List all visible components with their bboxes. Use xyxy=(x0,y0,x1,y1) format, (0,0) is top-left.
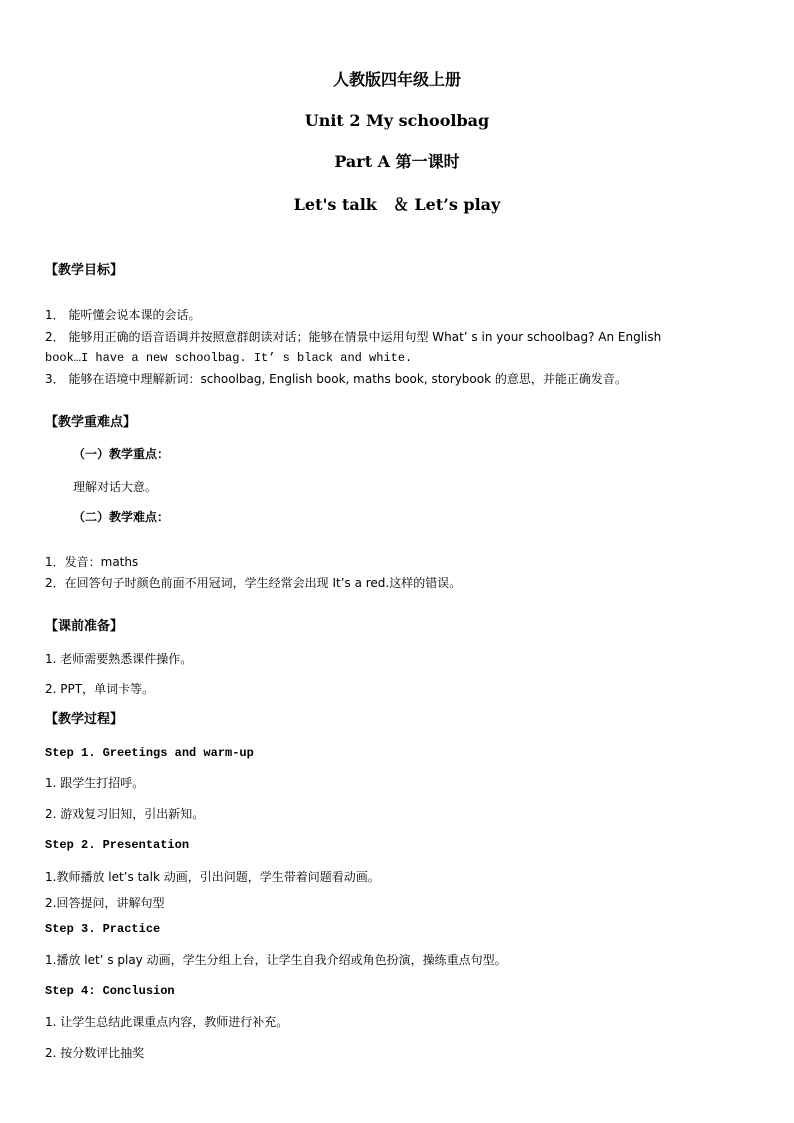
preparation-item-1: 1. 老师需要熟悉课件操作。 xyxy=(45,652,193,666)
key-point-text: 理解对话大意。 xyxy=(73,480,158,494)
step-2-item-1: 1.教师播放 let’s talk 动画，引出问题，学生带着问题看动画。 xyxy=(45,870,380,884)
step-4-item-1: 1. 让学生总结此课重点内容，教师进行补充。 xyxy=(45,1015,289,1029)
step-1-heading: Step 1. Greetings and warm-up xyxy=(45,746,254,760)
lesson-title: Let's talk ＆ Let’s play xyxy=(293,195,501,214)
objective-item-2-line-2: book…I have a new schoolbag. It’ s black and white. xyxy=(45,351,413,365)
step-3-item-1: 1.播放 let’ s play 动画，学生分组上台，让学生自我介绍或角色扮演，操练重点句型。 xyxy=(45,953,507,967)
step-1-item-1: 1. 跟学生打招呼。 xyxy=(45,776,145,790)
objectives-heading: 【教学目标】 xyxy=(45,263,124,278)
step-3-heading: Step 3. Practice xyxy=(45,922,161,936)
process-heading: 【教学过程】 xyxy=(45,712,124,727)
page-title: 人教版四年级上册 xyxy=(332,70,461,89)
objective-item-2-line-1: 2． 能够用正确的语音语调并按照意群朗读对话；能够在情景中运用句型 What’ s in your schoolbag? An English xyxy=(45,330,662,344)
objective-item-3: 3． 能够在语境中理解新词：schoolbag, English book, maths book, storybook 的意思，并能正确发音。 xyxy=(45,372,627,386)
step-2-heading: Step 2. Presentation xyxy=(45,838,190,852)
step-1-item-2: 2. 游戏复习旧知，引出新知。 xyxy=(45,807,205,821)
step-4-heading: Step 4: Conclusion xyxy=(45,984,175,998)
preparation-item-2: 2. PPT，单词卡等。 xyxy=(45,682,155,696)
key-point-subheading: （一）教学重点： xyxy=(73,447,170,461)
part-title: Part A 第一课时 xyxy=(334,152,460,171)
unit-title: Unit 2 My schoolbag xyxy=(304,111,490,130)
preparation-heading: 【课前准备】 xyxy=(45,619,124,634)
step-4-item-2: 2. 按分数评比抽奖 xyxy=(45,1046,145,1060)
difficulty-item-1: 1．发音：maths xyxy=(45,555,139,569)
difficulty-subheading: （二）教学难点： xyxy=(73,510,170,524)
difficulty-item-2: 2．在回答句子时颜色前面不用冠词，学生经常会出现 It’s a red.这样的错误。 xyxy=(45,576,462,590)
step-2-item-2: 2.回答提问，讲解句型 xyxy=(45,896,165,910)
key-points-heading: 【教学重难点】 xyxy=(45,415,137,430)
objective-item-1: 1． 能听懂会说本课的会话。 xyxy=(45,308,201,322)
